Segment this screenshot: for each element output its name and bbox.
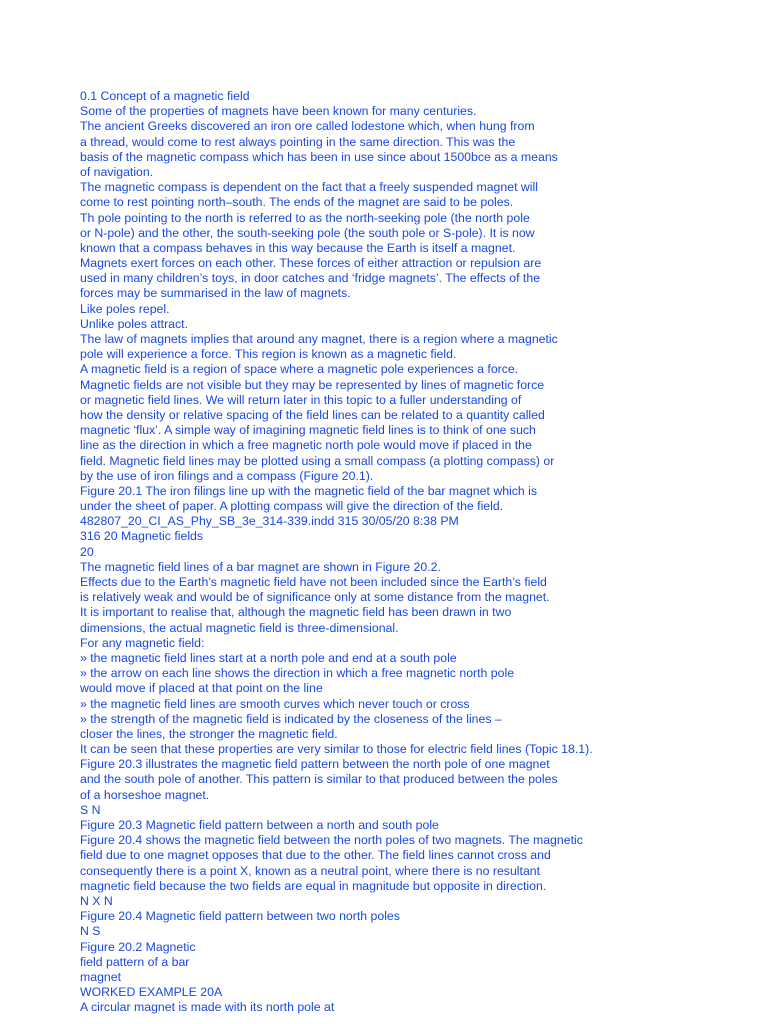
text-line: consequently there is a point X, known as a neutral point, where there is no resultant: [80, 863, 541, 878]
text-line: The law of magnets implies that around any magnet, there is a region where a magnetic: [80, 332, 558, 346]
bullet-line: » the magnetic field lines start at a north pole and end at a south pole: [80, 650, 457, 665]
figure-caption: magnet: [80, 969, 122, 984]
text-line: is relatively weak and would be of significance only at some distance from the magnet.: [80, 590, 550, 605]
text-line: For any magnetic field:: [80, 635, 205, 650]
text-line: Figure 20.3 illustrates the magnetic field pattern between the north pole of one magnet: [80, 757, 550, 772]
file-footer: 482807_20_CI_AS_Phy_SB_3e_314-339.indd 315 30/05/20 8:38 PM: [80, 514, 459, 529]
text-line: It can be seen that these properties are very similar to those for electric field lines (Topic 18.1).: [80, 742, 593, 757]
chapter-number: 20: [80, 544, 94, 559]
text-line: Figure 20.4 shows the magnetic field between the north poles of two magnets. The magnetic: [80, 833, 583, 848]
figure-label: N X N: [80, 893, 113, 908]
text-line: and the south pole of another. This pattern is similar to that produced between the poles: [80, 772, 558, 787]
figure-label: N S: [80, 924, 101, 939]
figure-caption: Figure 20.4 Magnetic field pattern between two north poles: [80, 909, 400, 924]
text-line: how the density or relative spacing of the field lines can be related to a quantity called: [80, 407, 545, 422]
figure-label: S N: [80, 802, 101, 817]
text-line: magnetic ‘flux’. A simple way of imagining magnetic field lines is to think of one such: [80, 423, 536, 438]
bullet-line: » the strength of the magnetic field is indicated by the closeness of the lines –: [80, 711, 502, 726]
text-line: a thread, would come to rest always pointing in the same direction. This was the: [80, 134, 516, 149]
text-line: or magnetic field lines. We will return later in this topic to a fuller understanding of: [80, 392, 522, 407]
text-line: of a horseshoe magnet.: [80, 787, 210, 802]
bullet-line: » the magnetic field lines are smooth curves which never touch or cross: [80, 696, 470, 711]
text-line: Effects due to the Earth’s magnetic field have not been included since the Earth’s field: [80, 575, 547, 589]
figure-caption: field pattern of a bar: [80, 954, 190, 969]
text-line: used in many children’s toys, in door catches and ‘fridge magnets’. The effects of the: [80, 271, 541, 286]
text-line: of navigation.: [80, 164, 154, 179]
text-line: Magnetic fields are not visible but they may be represented by lines of magnetic force: [80, 377, 545, 392]
text-line: basis of the magnetic compass which has been in use since about 1500bce as a means: [80, 149, 558, 164]
text-line: dimensions, the actual magnetic field is three-dimensional.: [80, 620, 399, 635]
text-line: Th pole pointing to the north is referred to as the north-seeking pole (the north pole: [80, 210, 530, 225]
definition-line: A magnetic field is a region of space where a magnetic pole experiences a force.: [80, 362, 519, 377]
text-line: pole will experience a force. This region is known as a magnetic field.: [80, 347, 457, 362]
bullet-line: » the arrow on each line shows the direction in which a free magnetic north pole: [80, 666, 515, 681]
law-line: Like poles repel.: [80, 301, 170, 316]
bullet-line: would move if placed at that point on the line: [80, 681, 323, 696]
text-line: field. Magnetic field lines may be plotted using a small compass (a plotting compass) or: [80, 453, 555, 468]
figure-caption: Figure 20.3 Magnetic field pattern between a north and south pole: [80, 818, 439, 832]
section-heading: 0.1 Concept of a magnetic field: [80, 89, 250, 103]
law-line: Unlike poles attract.: [80, 316, 188, 331]
text-line: or N-pole) and the other, the south-seeking pole (the south pole or S-pole). It is now: [80, 225, 535, 240]
document-page: [80, 89, 760, 1015]
text-line: known that a compass behaves in this way because the Earth is itself a magnet.: [80, 240, 516, 255]
text-line: magnetic field because the two fields are equal in magnitude but opposite in direction.: [80, 878, 547, 893]
text-line: A circular magnet is made with its north pole at: [80, 1000, 335, 1015]
worked-example-heading: WORKED EXAMPLE 20A: [80, 985, 223, 1000]
text-line: line as the direction in which a free magnetic north pole would move if placed in the: [80, 438, 532, 453]
text-line: The magnetic field lines of a bar magnet are shown in Figure 20.2.: [80, 559, 441, 574]
text-line: The magnetic compass is dependent on the fact that a freely suspended magnet will: [80, 180, 538, 195]
text-line: Some of the properties of magnets have been known for many centuries.: [80, 104, 477, 119]
text-line: The ancient Greeks discovered an iron ore called lodestone which, when hung from: [80, 119, 535, 134]
text-line: It is important to realise that, although the magnetic field has been drawn in two: [80, 605, 512, 620]
text-line: field due to one magnet opposes that due to the other. The field lines cannot cross and: [80, 848, 551, 863]
text-line: forces may be summarised in the law of magnets.: [80, 286, 351, 301]
text-line: by the use of iron filings and a compass (Figure 20.1).: [80, 468, 374, 483]
text-line: come to rest pointing north–south. The ends of the magnet are said to be poles.: [80, 195, 514, 210]
figure-caption: Figure 20.1 The iron filings line up with the magnetic field of the bar magnet which is: [80, 483, 538, 498]
text-line: Magnets exert forces on each other. These forces of either attraction or repulsion are: [80, 256, 542, 271]
figure-caption: under the sheet of paper. A plotting compass will give the direction of the field.: [80, 499, 504, 514]
figure-caption: Figure 20.2 Magnetic: [80, 939, 196, 954]
page-header: 316 20 Magnetic fields: [80, 529, 204, 544]
bullet-line: closer the lines, the stronger the magnetic field.: [80, 726, 338, 741]
